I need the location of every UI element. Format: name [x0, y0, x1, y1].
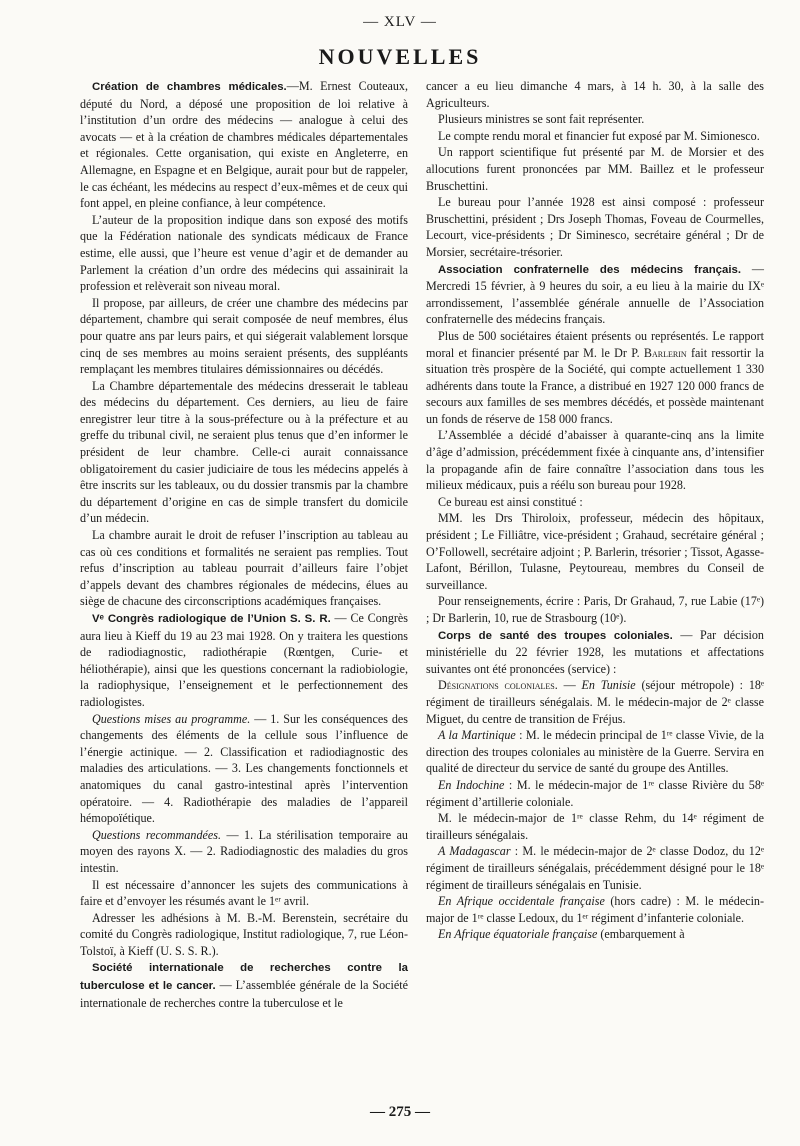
paragraph [80, 827, 408, 877]
article-text: (hors cadre) : M. le médecin-major de 1ʳᵉ classe Ledoux, du 1ᵉʳ régiment d’infanterie coloniale. [426, 894, 764, 925]
place-name: En Afrique équatoriale française [438, 927, 598, 942]
page-number-top: — XLV — [363, 14, 437, 30]
paragraph [80, 959, 408, 1011]
article-heading: Corps de santé des troupes coloniales. [438, 629, 673, 642]
paragraph [426, 727, 764, 777]
place-name: A Madagascar [438, 844, 511, 859]
paragraph [80, 711, 408, 827]
paragraph [426, 777, 764, 810]
paragraph: Adresser les adhésions à M. B.-M. Berenstein, secrétaire du comité du Congrès radiologique, Institut radiologique, 7, rue Léon-Tolstoï, à Kieff (U. S. S. R.). [80, 910, 408, 958]
place-name: En Tunisie [581, 678, 636, 693]
paragraph: La chambre aurait le droit de refuser l’inscription au tableau au cas où ces conditions et formalités ne seraient pas remplies. Tout refus d’inscription au tableau pourrait d’ailleurs faire l’objet d’appels devant des chambres régionales de médecins, élues au siège de chacune des circonscriptions académiques françaises. [80, 528, 408, 609]
article-text: (embarquement à [597, 927, 685, 942]
section-title: NOUVELLES [318, 44, 482, 69]
subheading: Désignations coloniales. [438, 678, 558, 693]
place-name: A la Martinique [438, 728, 516, 743]
left-column [80, 78, 408, 1011]
article-text: : M. le médecin-major de 1ʳᵉ classe Rivière du 58ᵉ régiment d’artillerie coloniale. [426, 777, 764, 809]
article-text: fait ressortir la situation très prospère de la Société, qui compte actuellement 1 330 adhérents dans toute la France, a distribué en 1927 120 000 francs de secours aux familles de ses membres décédés, et possède maintenant un fonds de réserve de 158 000 francs. [426, 345, 764, 426]
paragraph [426, 328, 764, 428]
article-text: — 1. Sur les conséquences des changements des éléments de la cellule sous l’influence de l’énergie actinique. — 2. Classification et radiodiagnostic des maladies des articulations. — 3. Les changements fonctionnels et anatomiques du canal gastro-intestinal après l’intervention opératoire. — 4. Radiothérapie des maladies de l’appareil hémopoïétique. [80, 711, 408, 826]
article-text: (séjour métropole) : 18ᵉ régiment de tirailleurs sénégalais. M. le médecin-major de 2ᵉ classe Miguet, du centre de transition de Fréjus. [426, 678, 765, 726]
paragraph: cancer a eu lieu dimanche 4 mars, à 14 h. 30, à la salle des Agriculteurs. [426, 79, 764, 110]
paragraph [426, 893, 764, 926]
article-heading: Création de chambres médicales. [92, 81, 287, 93]
right-column [426, 78, 764, 943]
article-text: — Ce Congrès aura lieu à Kieff du 19 au 23 mai 1928. On y traitera les questions de radiodiagnostic, radiothérapie (Rœntgen, Curie- et héliothérapie), ainsi que les questions concernant la radiobiologie, la radiophysique, l’enseignement et le perfectionnement des radiologistes. [80, 611, 408, 709]
place-name: En Indochine [438, 777, 505, 792]
article-text: — Par décision ministérielle du 22 février 1928, les mutations et affectations suivantes ont été prononcées (service) : [426, 627, 764, 676]
subheading: Questions recommandées. [92, 827, 221, 842]
paragraph [80, 78, 408, 212]
paragraph: M. le médecin-major de 1ʳᵉ classe Rehm, du 14ᵉ régiment de tirailleurs sénégalais. [426, 811, 764, 842]
page-number-bottom: — 275 — [370, 1104, 430, 1120]
paragraph [426, 261, 764, 328]
person-name: Barlerin [643, 345, 687, 360]
article-heading: Vᵉ Congrès radiologique de l’Union S. S. R. [92, 613, 331, 625]
paragraph [426, 926, 764, 943]
paragraph: Le compte rendu moral et financier fut exposé par M. Simionesco. [438, 128, 760, 143]
article-text: —M. Ernest Couteaux, député du Nord, a déposé une proposition de loi relative à l’institution d’un ordre des médecins — analogue à celui des avocats — et à la création de chambres médicales départementales et régionales. Cette organisation, qui existe en Angleterre, en Allemagne, en Espagne et en Belgique, aurait pour but de rappeler, le cas échéant, les médecins au respect d’eux-mêmes et de ceux qui font appel, en pleine confiance, à leur compétence. [80, 79, 409, 211]
article-text: — L’assemblée générale de la Société internationale de recherches contre la tuberculose et le [80, 978, 408, 1010]
article-heading: Société internationale de recherches contre la tuberculose et le cancer. [80, 962, 408, 993]
paragraph [426, 677, 764, 727]
paragraph [426, 627, 764, 678]
paragraph [80, 610, 408, 711]
paragraph: Un rapport scientifique fut présenté par M. de Morsier et des allocutions furent prononcées par MM. Baillez et le professeur Bruschettini. [426, 145, 764, 193]
article-text: Plus de 500 sociétaires étaient présents ou représentés. Le rapport moral et financier présenté par M. le Dr P. [426, 328, 764, 360]
paragraph: L’auteur de la proposition indique dans son exposé des motifs que la Fédération nationale des syndicats médicaux de France estime, elle aussi, que l’heure est venue d’agir et de demander au Parlement la création d’un ordre des médecins qui assainirait la profession et relèverait son niveau moral. [80, 212, 408, 294]
article-text: — 1. La stérilisation temporaire au moyen des rayons X. — 2. Radiodiagnostic des maladies du gros intestin. [80, 827, 408, 875]
paragraph: Ce bureau est ainsi constitué : [438, 494, 583, 509]
article-text: : M. le médecin principal de 1ʳᵉ classe Vivie, de la direction des troupes coloniales au ministère de la Guerre. Servira en qualité de directeur du service de santé du groupe des Antilles. [426, 728, 764, 776]
article-text: : M. le médecin-major de 2ᵉ classe Dodoz, du 12ᵉ régiment de tirailleurs sénégalais, précédemment désigné pour le 18ᵉ régiment de tirailleurs sénégalais en Tunisie. [426, 844, 764, 892]
paragraph: Il est nécessaire d’annoncer les sujets des communications à faire et d’envoyer les résumés avant le 1ᵉʳ avril. [80, 877, 408, 909]
paragraph: Pour renseignements, écrire : Paris, Dr Grahaud, 7, rue Labie (17ᵉ) ; Dr Barlerin, 10, rue de Strasbourg (10ᵉ). [426, 594, 764, 625]
subheading: Questions mises au programme. [92, 711, 251, 726]
paragraph: La Chambre départementale des médecins dresserait le tableau des médecins du département. Ces derniers, au lieu de faire enregistrer leur titre à la sous-préfecture ou à la préfecture et au greffe du tribunal civil, ne seraient plus tenus que d’en informer le président de leur chambre. Celle-ci aurait connaissance obligatoirement du casier judiciaire de tous les médecins appelés à être inscrits sur les tableaux, ou du dossier transmis par la chambre du département d’origine en cas de simple transfert du domicile d’un médecin. [80, 378, 408, 526]
paragraph: Il propose, par ailleurs, de créer une chambre des médecins par département, chambre qui serait composée de neuf membres, élus pour quatre ans par leurs pairs, et qui siégerait valablement lorsque cinq de ses membres au moins seraient présents, des suppléants remplaçant les membres titulaires démissionnaires ou décédés. [80, 295, 408, 377]
article-text: — Mercredi 15 février, à 9 heures du soir, a eu lieu à la mairie du IXᵉ arrondissement, l’assemblée générale annuelle de l’Association confraternelle des médecins français. [426, 261, 764, 327]
paragraph: Le bureau pour l’année 1928 est ainsi composé : professeur Bruschettini, président ; Drs Joseph Thomas, Foveau de Courmelles, Lecourt, vice-présidents ; Dr Siminesco, secrétaire général ; Dr de Morsier, secrétaire-trésorier. [426, 195, 764, 259]
paragraph: MM. les Drs Thiroloix, professeur, médecin des hôpitaux, président ; Le Filliâtre, vice-président ; Grahaud, secrétaire général ; O’Followell, secrétaire adjoint ; P. Barlerin, trésorier ; Tissot, Agasse-Lafont, Bérillon, Tulasne, Peytoureau, membres du Conseil de surveillance. [426, 511, 764, 592]
paragraph [426, 843, 764, 893]
place-name: En Afrique occidentale française [438, 894, 605, 909]
article-heading: Association confraternelle des médecins français. [438, 263, 742, 276]
separator: — [557, 678, 582, 693]
paragraph: Plusieurs ministres se sont fait représenter. [438, 112, 645, 127]
paragraph: L’Assemblée a décidé d’abaisser à quarante-cinq ans la limite d’âge d’admission, précédemment fixée à cinquante ans, d’intensifier la propagande afin de faire connaître l’association dans tous les milieux médicaux, puis a réélu son bureau pour 1928. [426, 428, 764, 493]
